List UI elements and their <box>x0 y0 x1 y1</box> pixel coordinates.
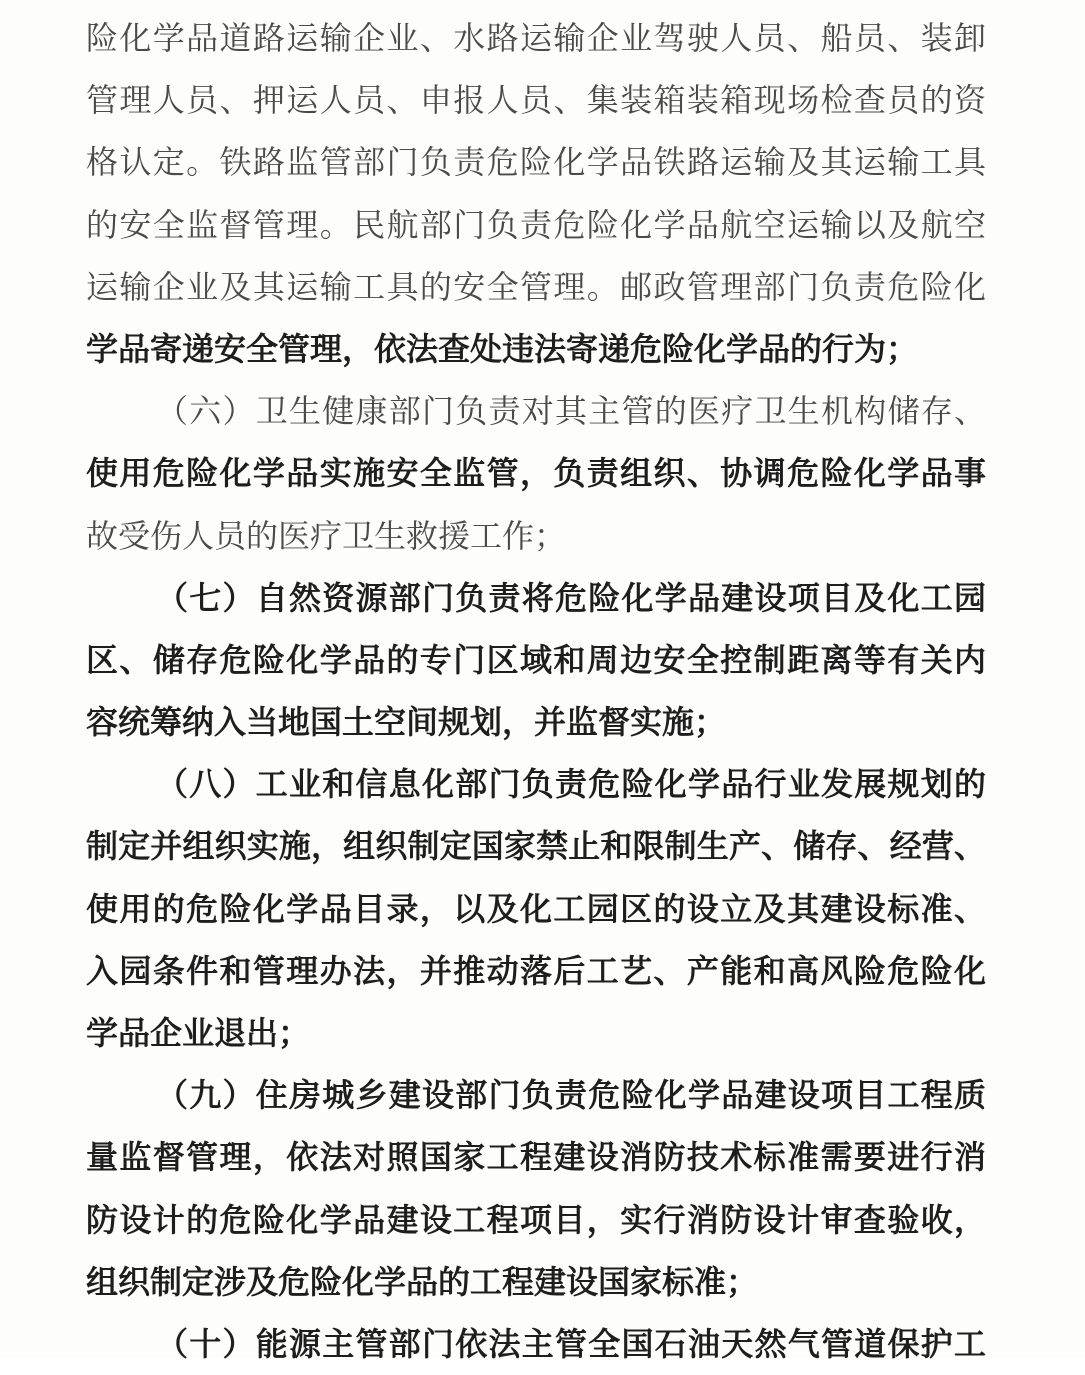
text-line: 防设计的危险化学品建设工程项目，实行消防设计审查验收， <box>86 1200 986 1239</box>
text-line: 险化学品道路运输企业、水路运输企业驾驶人员、船员、装卸 <box>86 19 986 57</box>
text-line: 学品寄递安全管理，依法查处违法寄递危险化学品的行为； <box>86 329 919 368</box>
text-line: 运输企业及其运输工具的安全管理。邮政管理部门负责危险化 <box>86 267 986 306</box>
text-line: （十）能源主管部门依法主管全国石油天然气管道保护工 <box>156 1324 986 1363</box>
text-line: 容统筹纳入当地国土空间规划，并监督实施； <box>86 703 727 742</box>
text-line: （六）卫生健康部门负责对其主管的医疗卫生机构储存、 <box>156 392 986 431</box>
text-line: 管理人员、押运人员、申报人员、集装箱装箱现场检查员的资 <box>86 81 986 120</box>
text-line: 故受伤人员的医疗卫生救援工作； <box>86 516 567 555</box>
text-line: 制定并组织实施，组织制定国家禁止和限制生产、储存、经营、 <box>86 827 986 866</box>
text-line: （八）工业和信息化部门负责危险化学品行业发展规划的 <box>156 765 986 804</box>
text-line: 格认定。铁路监管部门负责危险化学品铁路运输及其运输工具 <box>86 143 986 182</box>
text-line: 使用危险化学品实施安全监管，负责组织、协调危险化学品事 <box>86 454 986 493</box>
text-line: （九）住房城乡建设部门负责危险化学品建设项目工程质 <box>156 1076 986 1115</box>
text-line: 入园条件和管理办法，并推动落后工艺、产能和高风险危险化 <box>86 951 986 990</box>
text-line: 学品企业退出； <box>86 1014 311 1052</box>
text-line: 量监督管理，依法对照国家工程建设消防技术标准需要进行消 <box>86 1138 986 1177</box>
text-line: 的安全监督管理。民航部门负责危险化学品航空运输以及航空 <box>86 205 986 244</box>
document-body <box>86 7 986 1375</box>
text-line: 区、储存危险化学品的专门区域和周边安全控制距离等有关内 <box>86 640 986 679</box>
text-line: 使用的危险化学品目录，以及化工园区的设立及其建设标准、 <box>86 889 986 928</box>
text-line: 组织制定涉及危险化学品的工程建设国家标准； <box>86 1262 759 1301</box>
text-line: （七）自然资源部门负责将危险化学品建设项目及化工园 <box>156 578 986 617</box>
